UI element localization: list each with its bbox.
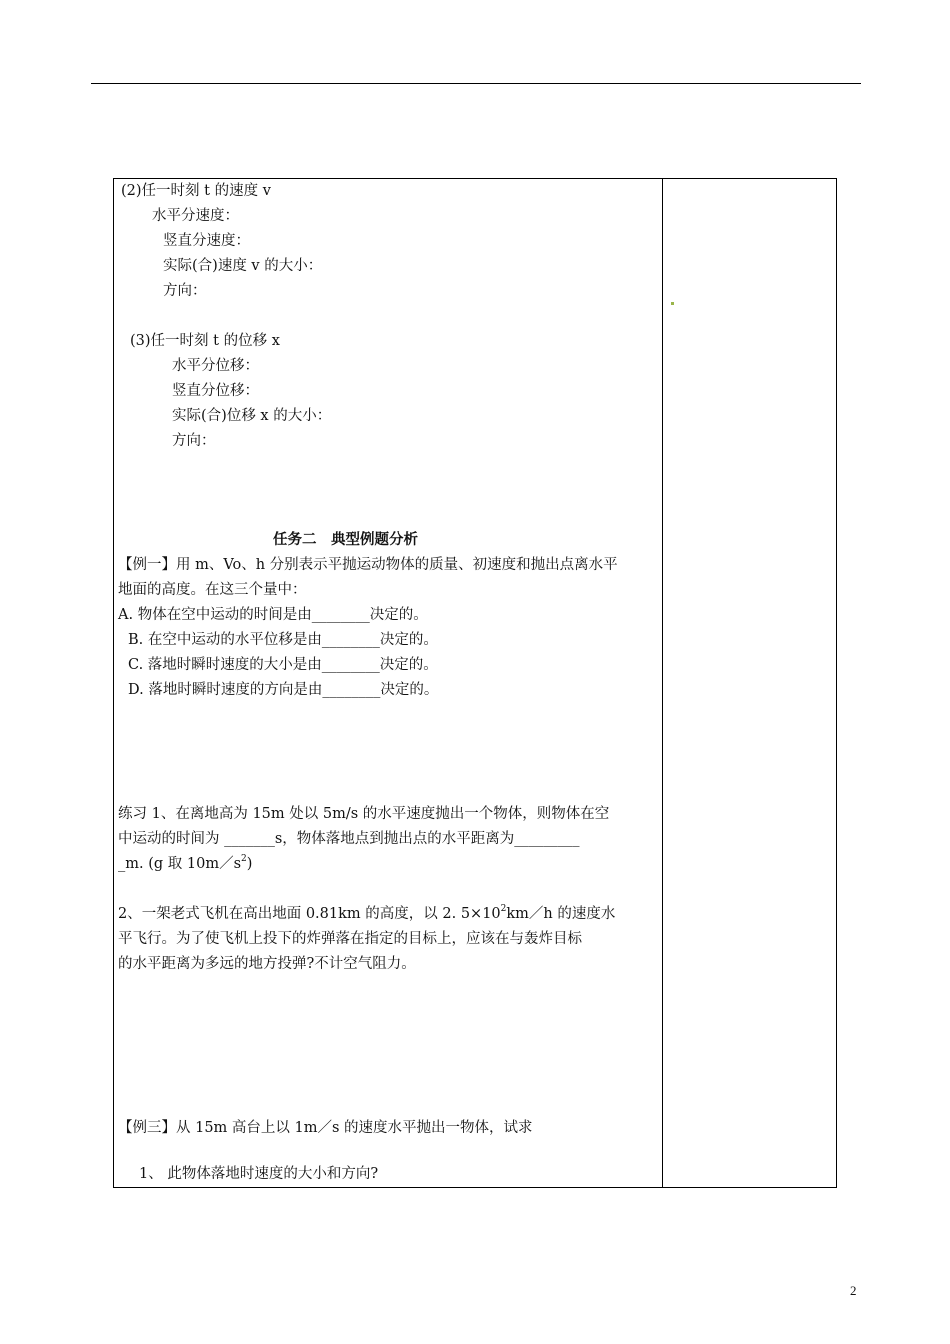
example1-option-b: B. 在空中运动的水平位移是由________决定的。 [128, 632, 438, 648]
section2-direction: 方向： [163, 283, 207, 299]
practice1-line3 [118, 854, 252, 874]
example1-line2: 地面的高度。在这三个量中： [118, 582, 307, 598]
practice1-line2: 中运动的时间为 _______s，物体落地点到抛出点的水平距离为_________ [118, 831, 580, 847]
example1-option-d: D. 落地时瞬时速度的方向是由________决定的。 [128, 682, 439, 698]
column-divider [662, 178, 663, 1188]
example1-option-c: C. 落地时瞬时速度的大小是由________决定的。 [128, 657, 438, 673]
section3-horizontal: 水平分位移： [172, 358, 259, 374]
page-number: 2 [850, 1283, 857, 1298]
example3-line1: 【例三】从 15m 高台上以 1m／s 的速度水平抛出一物体，试求 [118, 1120, 533, 1136]
practice2-superscript: 2 [500, 904, 507, 915]
section2-heading: (2)任一时刻 t 的速度 v [121, 183, 271, 199]
margin-mark [671, 302, 674, 305]
practice2-line1-text: 2、一架老式飞机在高出地面 0.81km 的高度，以 2. 5×10 [118, 906, 501, 922]
practice1-line1: 练习 1、在离地高为 15m 处以 5m/s 的水平速度抛出一个物体，则物体在空 [118, 806, 610, 822]
example3-question1: 1、 此物体落地时速度的大小和方向? [139, 1166, 379, 1182]
task2-title: 任务二 典型例题分析 [273, 532, 418, 548]
section3-heading: (3)任一时刻 t 的位移 x [130, 333, 280, 349]
header-rule [91, 83, 861, 84]
example1-option-a: A. 物体在空中运动的时间是由________决定的。 [118, 607, 428, 623]
section3-actual: 实际(合)位移 x 的大小： [172, 408, 332, 424]
section3-direction: 方向： [172, 433, 216, 449]
section2-vertical: 竖直分速度： [163, 233, 250, 249]
section2-horizontal: 水平分速度： [152, 208, 239, 224]
practice2-line1 [118, 904, 615, 924]
section3-vertical: 竖直分位移： [172, 383, 259, 399]
section2-actual: 实际(合)速度 v 的大小： [163, 258, 323, 274]
practice1-superscript: 2 [241, 854, 247, 865]
practice2-line2: 平飞行。为了使飞机上投下的炸弹落在指定的目标上，应该在与轰炸目标 [118, 931, 582, 947]
example1-line1: 【例一】用 m、Vo、h 分别表示平抛运动物体的质量、初速度和抛出点离水平 [118, 557, 618, 573]
practice2-line3: 的水平距离为多远的地方投弹?不计空气阻力。 [118, 956, 416, 972]
practice1-line3-end: ) [246, 856, 253, 872]
practice1-line3-text: _m. (g 取 10m／s [118, 856, 242, 872]
practice2-line1-end: km／h 的速度水 [506, 906, 616, 922]
